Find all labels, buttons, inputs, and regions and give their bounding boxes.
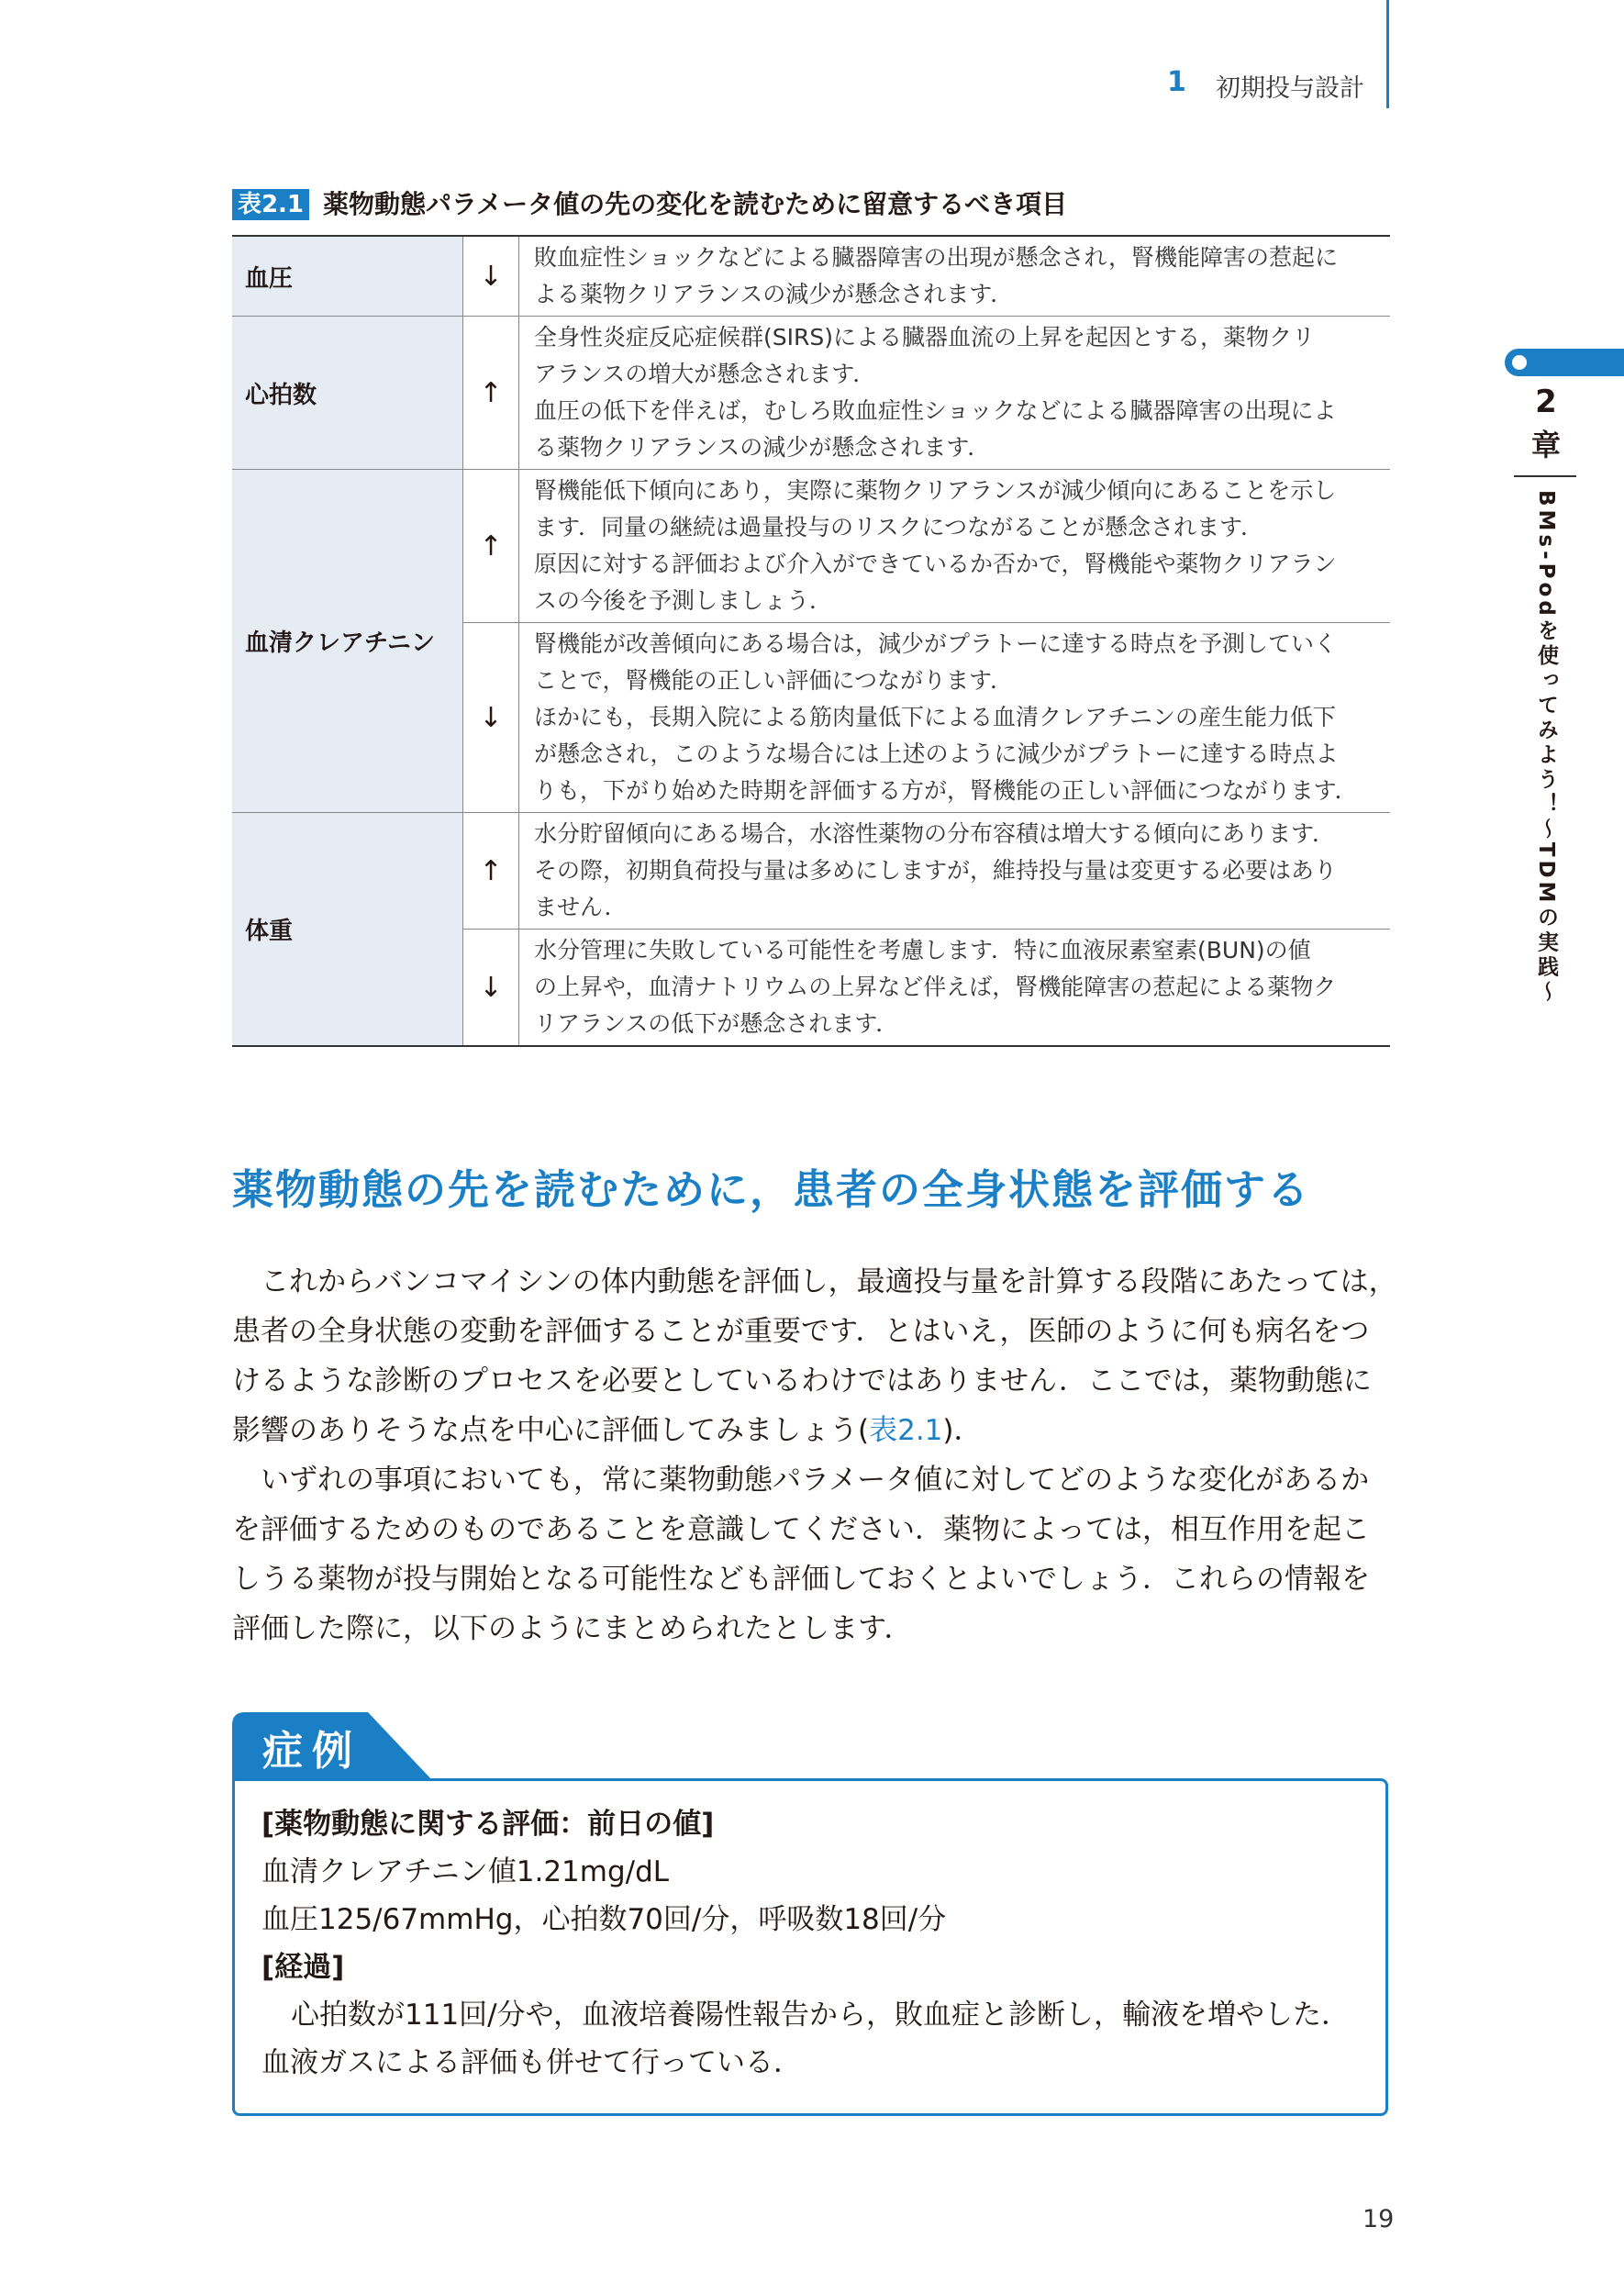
- paragraph-line: 影響のありそうな点を中心に評価してみましょう(表2.1)．: [232, 1414, 983, 1447]
- paragraph-line: を評価するためのものであることを意識してください．薬物によっては，相互作用を起こ: [232, 1513, 1370, 1546]
- table-title: 薬物動態パラメータ値の先の変化を読むために留意するべき項目: [323, 189, 1068, 219]
- case-lab-line: 血清クレアチニン値1.21mg/dL: [261, 1855, 670, 1888]
- header-section-title: 初期投与設計: [1216, 74, 1364, 103]
- case-course-line: 心拍数が111回/分や，血液培養陽性報告から，敗血症と診断し，輸液を増やした．: [291, 1999, 1350, 2032]
- table-row: [232, 317, 1390, 470]
- row-name: 血圧: [232, 236, 463, 317]
- direction-arrow: ↑: [463, 470, 519, 623]
- chapter-title-vertical: BMs-Podを使ってみよう！～TDMの実践～: [1534, 490, 1558, 1006]
- case-course-heading: [経過]: [261, 1951, 345, 1984]
- paragraph-line: 患者の全身状態の変動を評価することが重要です．とはいえ，医師のように何も病名をつ: [232, 1315, 1370, 1348]
- paragraph-line: しうる薬物が投与開始となる可能性なども評価しておくとよいでしょう．これらの情報を: [232, 1563, 1370, 1596]
- row-description: 全身性炎症反応症候群(SIRS)による臓器血流の上昇を起因とする，薬物クリ アランスの増大が懸念されます． 血圧の低下を伴えば，むしろ敗血症性ショックなどによる臓器障害の出現によ る薬物クリアランスの減少が懸念されます．: [519, 317, 1391, 470]
- row-description: 腎機能が改善傾向にある場合は，減少がプラトーに達する時点を予測していく ことで，腎機能の正しい評価につながります． ほかにも，長期入院による筋肉量低下による血清クレアチニンの産生能力低下 が懸念され，このような場合には上述のように減少がプラトーに達する時点よ りも，下がり始めた時期を評価する方が，腎機能の正しい評価につながります．: [519, 623, 1391, 813]
- row-name: 心拍数: [232, 317, 463, 470]
- case-title: 症例: [262, 1728, 362, 1775]
- pk-parameter-table: [232, 235, 1390, 1047]
- chapter-label: 章: [1530, 428, 1561, 462]
- case-content: [261, 1800, 1350, 2087]
- direction-arrow: ↓: [463, 930, 519, 1047]
- table-row: [232, 470, 1390, 623]
- row-description: 水分管理に失敗している可能性を考慮します．特に血液尿素窒素(BUN)の値 の上昇や，血清ナトリウムの上昇など伴えば，腎機能障害の惹起による薬物ク リアランスの低下が懸念されます．: [519, 930, 1391, 1047]
- direction-arrow: ↑: [463, 813, 519, 930]
- paragraph-line: いずれの事項においても，常に薬物動態パラメータ値に対してどのような変化があるか: [261, 1464, 1370, 1497]
- case-eval-heading: [薬物動態に関する評価：前日の値]: [261, 1808, 715, 1841]
- row-description: 敗血症性ショックなどによる臓器障害の出現が懸念され，腎機能障害の惹起に よる薬物クリアランスの減少が懸念されます．: [519, 236, 1391, 317]
- table-row: [232, 236, 1390, 317]
- paragraph-line: けるような診断のプロセスを必要としているわけではありません．ここでは，薬物動態に: [232, 1364, 1372, 1398]
- direction-arrow: ↑: [463, 317, 519, 470]
- case-lab-line: 血圧125/67mmHg，心拍数70回/分，呼吸数18回/分: [261, 1903, 947, 1936]
- paragraph-line: これからバンコマイシンの体内動態を評価し，最適投与量を計算する段階にあたっては，: [261, 1265, 1397, 1298]
- header-section-number: 1: [1167, 66, 1186, 98]
- row-description: 腎機能低下傾向にあり，実際に薬物クリアランスが減少傾向にあることを示し ます．同量の継続は過量投与のリスクにつながることが懸念されます． 原因に対する評価および介入ができているか否かで，腎機能や薬物クリアラン スの今後を予測しましょう．: [519, 470, 1391, 623]
- chapter-divider: [1514, 475, 1576, 477]
- paragraph-line: 評価した際に，以下のようにまとめられたとします．: [232, 1612, 913, 1645]
- table-label: 表2.1: [232, 189, 309, 220]
- table-reference-link[interactable]: 表2.1: [869, 1414, 943, 1447]
- row-name: 血清クレアチニン: [232, 470, 463, 813]
- row-description: 水分貯留傾向にある場合，水溶性薬物の分布容積は増大する傾向にあります． その際，初期負荷投与量は多めにしますが，維持投与量は変更する必要はあり ません．: [519, 813, 1391, 930]
- case-course-line: 血液ガスによる評価も併せて行っている．: [261, 2046, 802, 2079]
- chapter-tab-dot-icon: [1512, 355, 1527, 370]
- page-number: 19: [1363, 2205, 1395, 2233]
- table-row: [232, 813, 1390, 930]
- row-name: 体重: [232, 813, 463, 1047]
- direction-arrow: ↓: [463, 236, 519, 317]
- chapter-number: 2: [1535, 384, 1557, 420]
- section-heading: 薬物動態の先を読むために，患者の全身状態を評価する: [232, 1165, 1311, 1214]
- header-rule: [1386, 0, 1389, 108]
- direction-arrow: ↓: [463, 623, 519, 813]
- body-text: [232, 1257, 1397, 1654]
